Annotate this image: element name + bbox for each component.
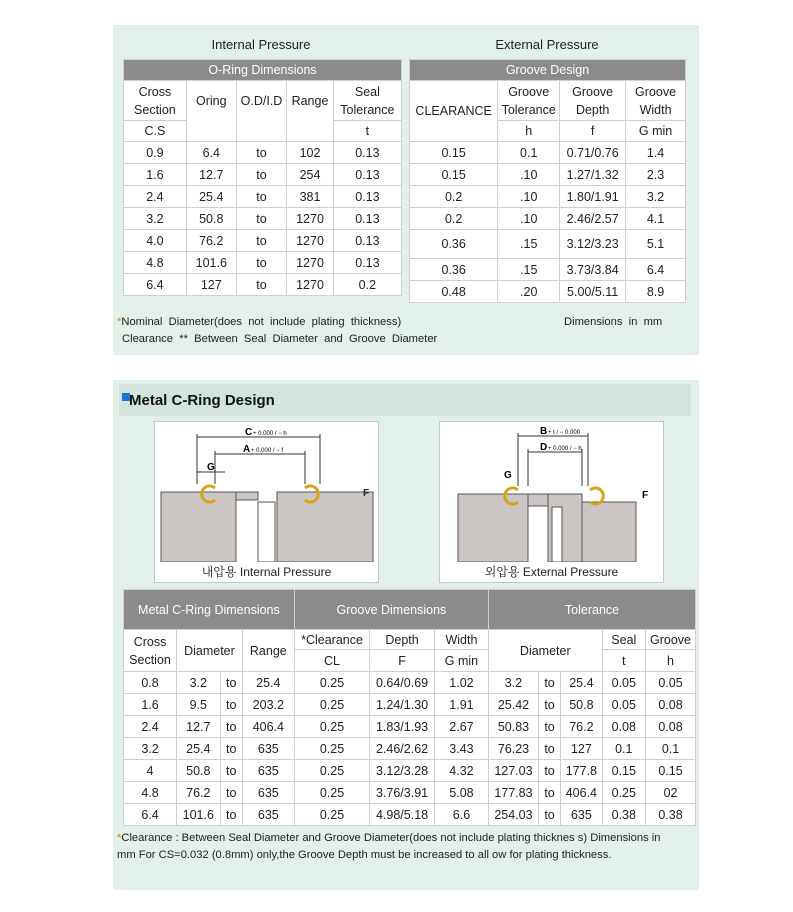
label-d-tol: + 0.000 / − h: [548, 446, 582, 452]
table-cell: 1.02: [434, 672, 488, 694]
table-cell: 3.12/3.23: [560, 230, 626, 259]
unit-f: F: [370, 650, 435, 672]
table-cell: 203.2: [242, 694, 294, 716]
col-od-id: O.D/I.D: [236, 81, 287, 121]
col-clearance: CLEARANCE: [410, 81, 498, 142]
unit-h: h: [498, 121, 560, 142]
table-cell: 0.25: [602, 782, 646, 804]
unit-cl: CL: [294, 650, 369, 672]
table-cell: 50.8: [186, 208, 236, 230]
table-cell: .10: [498, 186, 560, 208]
label-b-tol: + t / − 0.000: [548, 430, 581, 436]
external-pressure-figure: [439, 421, 664, 583]
label-a-tol: + 0.000 / − f: [251, 448, 284, 454]
groove-step: [528, 494, 548, 506]
table-row: [124, 694, 696, 716]
table-cell: 4.0: [124, 230, 187, 252]
table-cell: 4.98/5.18: [370, 804, 435, 826]
col-range: Range: [287, 81, 333, 121]
table-cell: 101.6: [186, 252, 236, 274]
table-cell: to: [538, 760, 560, 782]
table-cell: to: [236, 252, 287, 274]
table-cell: 1.91: [434, 694, 488, 716]
table-cell: 0.25: [294, 782, 369, 804]
table-cell: 0.71/0.76: [560, 142, 626, 164]
table-cell: to: [236, 164, 287, 186]
table-cell: 4.8: [124, 252, 187, 274]
oring-dimensions-header: O-Ring Dimensions: [124, 60, 402, 81]
note-clearance-plating: [117, 830, 662, 864]
center-gap: [258, 502, 275, 562]
col-diameter: Diameter: [177, 630, 243, 672]
table-cell: .10: [498, 208, 560, 230]
unit-f: f: [560, 121, 626, 142]
table-cell: 177.83: [489, 782, 539, 804]
table-cell: 1270: [287, 252, 333, 274]
table-cell: 0.38: [646, 804, 696, 826]
table-cell: to: [220, 672, 242, 694]
col-range: Range: [242, 630, 294, 672]
table-cell: 2.46/2.62: [370, 738, 435, 760]
table-cell: 0.08: [646, 694, 696, 716]
table-cell: 76.2: [186, 230, 236, 252]
table-cell: to: [236, 274, 287, 296]
table-cell: 12.7: [186, 164, 236, 186]
col-groove: Groove: [646, 630, 696, 650]
table-cell: to: [538, 672, 560, 694]
unit-t: t: [602, 650, 646, 672]
note-star: *: [117, 316, 122, 328]
table-row: [410, 230, 686, 259]
table-cell: 02: [646, 782, 696, 804]
table-cell: to: [220, 716, 242, 738]
label-g: G: [207, 462, 215, 473]
label-c-tol: + 0.000 / − h: [253, 431, 287, 437]
col-clearance: *Clearance: [294, 630, 369, 650]
table-row: [410, 208, 686, 230]
table-cell: 0.1: [498, 142, 560, 164]
table-cell: 0.08: [602, 716, 646, 738]
note-text: Clearance : Between Seal Diameter and Groove Diameter(does not include plating thicknes s) Dimensions in mm For CS=0.032 (0.8mm) only,the Groove Depth must be increased to all ow for plating thickness.: [117, 832, 661, 861]
table-cell: 1.83/1.93: [370, 716, 435, 738]
table-cell: 5.1: [626, 230, 686, 259]
unit-cs: C.S: [124, 121, 187, 142]
col-groove-width: Groove Width: [626, 81, 686, 121]
table-cell: 0.05: [646, 672, 696, 694]
table-cell: 3.43: [434, 738, 488, 760]
table-cell: 2.3: [626, 164, 686, 186]
table-cell: 0.25: [294, 738, 369, 760]
table-row: [124, 164, 402, 186]
internal-pressure-diagram: [155, 422, 378, 562]
right-block: [277, 492, 373, 562]
table-cell: 0.2: [410, 208, 498, 230]
table-cell: 127: [561, 738, 602, 760]
internal-external-pressure-panel: [113, 25, 699, 355]
table-cell: 102: [287, 142, 333, 164]
col-width: Width: [434, 630, 488, 650]
table-row: [124, 760, 696, 782]
table-cell: 0.08: [646, 716, 696, 738]
col-groove-depth: Groove Depth: [560, 81, 626, 121]
internal-pressure-caption: 내압용 Internal Pressure: [201, 565, 332, 579]
note-star: *: [117, 832, 122, 844]
table-cell: 406.4: [561, 782, 602, 804]
table-cell: 6.4: [124, 274, 187, 296]
col-cross-section: Cross Section: [124, 81, 187, 121]
table-cell: 6.4: [186, 142, 236, 164]
table-cell: 4: [124, 760, 177, 782]
table-cell: 4.8: [124, 782, 177, 804]
label-d: D: [540, 442, 548, 453]
table-cell: 1.27/1.32: [560, 164, 626, 186]
metal-c-ring-title-bar: [119, 384, 691, 416]
internal-pressure-figure: [154, 421, 379, 583]
table-cell: 0.48: [410, 281, 498, 303]
table-cell: to: [236, 230, 287, 252]
table-cell: 0.15: [602, 760, 646, 782]
table-cell: 127.03: [489, 760, 539, 782]
table-cell: 3.2: [177, 672, 221, 694]
table-row: [124, 782, 696, 804]
table-cell: 76.2: [177, 782, 221, 804]
table-cell: 101.6: [177, 804, 221, 826]
unit-t: t: [333, 121, 401, 142]
table-cell: 254.03: [489, 804, 539, 826]
table-cell: 1.24/1.30: [370, 694, 435, 716]
table-cell: 635: [561, 804, 602, 826]
table-cell: 254: [287, 164, 333, 186]
table-cell: to: [538, 694, 560, 716]
table-cell: to: [538, 716, 560, 738]
table-cell: 3.76/3.91: [370, 782, 435, 804]
table-cell: 1.6: [124, 164, 187, 186]
table-row: [124, 230, 402, 252]
center-gap: [552, 507, 562, 562]
table-cell: to: [236, 208, 287, 230]
table-cell: 8.9: [626, 281, 686, 303]
right-block: [582, 502, 636, 562]
col-seal-tolerance: Seal Tolerance: [333, 81, 401, 121]
hdr-metal-c-ring: Metal C-Ring Dimensions: [124, 590, 295, 630]
table-cell: 2.4: [124, 716, 177, 738]
table-cell: 0.36: [410, 259, 498, 281]
table-cell: 6.4: [124, 804, 177, 826]
table-cell: 635: [242, 760, 294, 782]
table-cell: 5.08: [434, 782, 488, 804]
table-cell: 2.67: [434, 716, 488, 738]
col-cross-section: Cross Section: [124, 630, 177, 672]
table-cell: 0.1: [646, 738, 696, 760]
table-cell: 0.1: [602, 738, 646, 760]
table-cell: 635: [242, 738, 294, 760]
table-cell: to: [538, 738, 560, 760]
table-cell: to: [220, 760, 242, 782]
table-cell: .15: [498, 259, 560, 281]
table-cell: 0.13: [333, 164, 401, 186]
external-pressure-title: External Pressure: [495, 37, 599, 52]
table-cell: 76.23: [489, 738, 539, 760]
unit-g-min: G min: [626, 121, 686, 142]
table-cell: 0.15: [646, 760, 696, 782]
table-cell: 3.2: [124, 738, 177, 760]
table-cell: to: [538, 782, 560, 804]
table-cell: to: [220, 782, 242, 804]
table-row: [124, 804, 696, 826]
groove-design-table: [409, 59, 686, 303]
table-cell: 25.4: [561, 672, 602, 694]
col-seal: Seal: [602, 630, 646, 650]
table-cell: 1.6: [124, 694, 177, 716]
note-nominal-diameter: [117, 314, 401, 331]
unit-h: h: [646, 650, 696, 672]
table-cell: 25.4: [242, 672, 294, 694]
table-cell: 0.38: [602, 804, 646, 826]
table-cell: .20: [498, 281, 560, 303]
table-cell: 0.25: [294, 804, 369, 826]
note-units: Dimensions in mm: [564, 316, 663, 328]
table-cell: to: [220, 804, 242, 826]
table-row: [410, 186, 686, 208]
table-row: [410, 142, 686, 164]
table-cell: 635: [242, 782, 294, 804]
table-cell: 0.13: [333, 230, 401, 252]
table-row: [124, 716, 696, 738]
external-pressure-caption: 외압용 External Pressure: [484, 565, 619, 579]
table-cell: to: [236, 186, 287, 208]
unit-g-min: G min: [434, 650, 488, 672]
label-g: G: [504, 470, 512, 481]
table-cell: to: [236, 142, 287, 164]
table-cell: to: [220, 738, 242, 760]
label-a: A: [243, 444, 251, 455]
table-cell: 0.15: [410, 142, 498, 164]
table-cell: 2.4: [124, 186, 187, 208]
table-cell: 127: [186, 274, 236, 296]
table-cell: 0.2: [333, 274, 401, 296]
table-cell: 6.4: [626, 259, 686, 281]
table-cell: 76.2: [561, 716, 602, 738]
table-row: [124, 738, 696, 760]
table-cell: 0.05: [602, 672, 646, 694]
table-cell: 0.9: [124, 142, 187, 164]
table-cell: 1.4: [626, 142, 686, 164]
metal-c-ring-panel: [113, 380, 699, 890]
table-cell: 25.4: [177, 738, 221, 760]
note-line1: Nominal Diameter(does not include plating thickness): [121, 316, 402, 328]
label-b: B: [540, 426, 548, 437]
table-cell: 1270: [287, 274, 333, 296]
table-cell: to: [220, 694, 242, 716]
groove-step-left: [236, 492, 258, 500]
table-row: [124, 142, 402, 164]
table-cell: 0.13: [333, 186, 401, 208]
table-row: [124, 274, 402, 296]
table-cell: 25.4: [186, 186, 236, 208]
external-pressure-diagram: [440, 422, 663, 562]
table-cell: 3.2: [489, 672, 539, 694]
table-cell: 0.13: [333, 252, 401, 274]
table-cell: 4.1: [626, 208, 686, 230]
hdr-groove-dimensions: Groove Dimensions: [294, 590, 488, 630]
col-groove-tolerance: Groove Tolerance: [498, 81, 560, 121]
table-row: [124, 208, 402, 230]
table-cell: 0.25: [294, 672, 369, 694]
note-clearance: Clearance ** Between Seal Diameter and Groove Diameter: [122, 333, 438, 345]
label-f: F: [642, 490, 649, 501]
table-cell: 635: [242, 804, 294, 826]
col-tol-diameter: Diameter: [489, 630, 603, 672]
table-cell: 0.2: [410, 186, 498, 208]
table-cell: 0.13: [333, 142, 401, 164]
table-cell: 25.42: [489, 694, 539, 716]
table-cell: .15: [498, 230, 560, 259]
internal-pressure-title: Internal Pressure: [211, 37, 311, 52]
table-cell: 0.8: [124, 672, 177, 694]
table-cell: 5.00/5.11: [560, 281, 626, 303]
table-row: [124, 252, 402, 274]
table-cell: 381: [287, 186, 333, 208]
table-row: [410, 281, 686, 303]
table-cell: 1270: [287, 230, 333, 252]
table-cell: 1270: [287, 208, 333, 230]
hdr-tolerance: Tolerance: [489, 590, 696, 630]
col-oring: Oring: [186, 81, 236, 121]
label-f-left: F: [363, 488, 370, 499]
table-cell: 3.12/3.28: [370, 760, 435, 782]
table-cell: 9.5: [177, 694, 221, 716]
table-cell: 12.7: [177, 716, 221, 738]
table-cell: 1.80/1.91: [560, 186, 626, 208]
table-cell: 6.6: [434, 804, 488, 826]
metal-c-ring-title: Metal C-Ring Design: [129, 392, 275, 409]
table-row: [410, 259, 686, 281]
table-cell: 406.4: [242, 716, 294, 738]
table-cell: 0.25: [294, 716, 369, 738]
table-cell: 3.73/3.84: [560, 259, 626, 281]
label-c: C: [245, 427, 253, 438]
table-cell: 0.13: [333, 208, 401, 230]
table-cell: 0.64/0.69: [370, 672, 435, 694]
table-cell: 0.25: [294, 760, 369, 782]
table-cell: 4.32: [434, 760, 488, 782]
table-cell: 0.05: [602, 694, 646, 716]
table-cell: 50.83: [489, 716, 539, 738]
table-cell: 3.2: [124, 208, 187, 230]
table-cell: 2.46/2.57: [560, 208, 626, 230]
table-cell: 50.8: [561, 694, 602, 716]
col-depth: Depth: [370, 630, 435, 650]
left-block: [161, 492, 236, 562]
table-cell: .10: [498, 164, 560, 186]
table-row: [124, 186, 402, 208]
table-row: [410, 164, 686, 186]
table-cell: 0.36: [410, 230, 498, 259]
groove-design-header: Groove Design: [410, 60, 686, 81]
table-cell: 3.2: [626, 186, 686, 208]
oring-dimensions-table: [123, 59, 402, 296]
table-cell: 177.8: [561, 760, 602, 782]
table-row: [124, 672, 696, 694]
table-cell: 0.25: [294, 694, 369, 716]
table-cell: to: [538, 804, 560, 826]
metal-c-ring-table: [123, 589, 696, 826]
table-cell: 0.15: [410, 164, 498, 186]
table-cell: 50.8: [177, 760, 221, 782]
